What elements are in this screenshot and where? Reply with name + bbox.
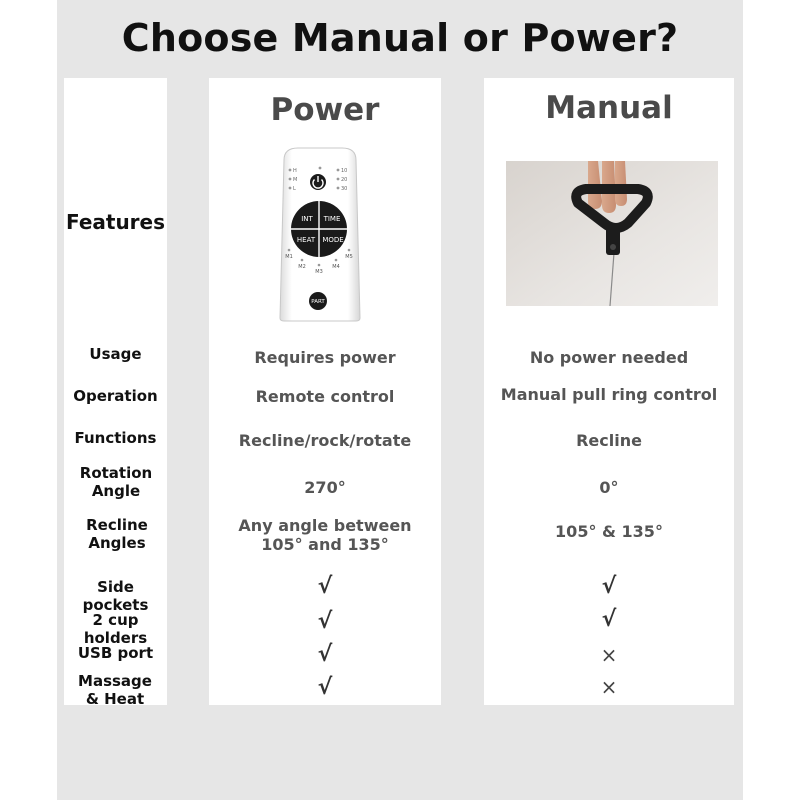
row-label-usb-port: USB port	[77, 644, 154, 662]
m1-label: M1	[285, 254, 293, 260]
power-rotation-value: 270°	[304, 478, 346, 497]
manual-side-pockets-check: √	[601, 574, 617, 599]
row-label-cup-holders: 2 cup holders	[83, 611, 148, 647]
page-title: Choose Manual or Power?	[121, 16, 679, 60]
time-button-label: TIME	[323, 215, 341, 223]
power-functions-value: Recline/rock/rotate	[238, 431, 412, 450]
m4-label: M4	[332, 264, 340, 270]
row-label-side-pockets: Side pockets	[82, 578, 149, 614]
row-label-functions: Functions	[74, 429, 157, 447]
manual-usb-cross: ×	[600, 643, 618, 667]
timer-30-label: 30	[341, 186, 348, 192]
power-cup-holders-check: √	[317, 609, 333, 634]
row-label-massage-heat: Massage & Heat	[78, 672, 152, 708]
manual-massage-cross: ×	[600, 675, 618, 699]
row-label-rotation-angle: Rotation Angle	[79, 464, 153, 500]
manual-cup-holders-check: √	[601, 607, 617, 632]
timer-20-label: 20	[341, 177, 348, 183]
level-l-label: L	[293, 186, 296, 192]
manual-operation-value: Manual pull ring control	[500, 385, 718, 404]
mode-button-label: MODE	[322, 236, 344, 244]
pull-ring-photo	[506, 161, 718, 306]
features-heading: Features	[65, 210, 166, 234]
timer-10-label: 10	[341, 168, 348, 174]
row-label-usage: Usage	[89, 345, 142, 363]
row-label-operation: Operation	[73, 387, 158, 405]
power-operation-value: Remote control	[255, 387, 395, 406]
manual-usage-value: No power needed	[529, 348, 689, 367]
level-m-label: M	[293, 177, 298, 183]
power-massage-check: √	[317, 675, 333, 700]
m3-label: M3	[315, 269, 323, 275]
manual-rotation-value: 0°	[599, 478, 619, 497]
manual-heading: Manual	[545, 90, 673, 126]
m2-label: M2	[298, 264, 306, 270]
power-recline-value: Any angle between 105° and 135°	[238, 516, 412, 554]
m5-label: M5	[345, 254, 353, 260]
power-heading: Power	[270, 92, 380, 128]
int-button-label: INT	[301, 215, 313, 223]
power-side-pockets-check: √	[317, 574, 333, 599]
row-label-recline-angles: Recline Angles	[86, 516, 148, 552]
part-button-label: PART	[311, 299, 325, 305]
power-usage-value: Requires power	[254, 348, 396, 367]
heat-button-label: HEAT	[296, 236, 316, 244]
remote-control-image	[276, 146, 364, 322]
power-usb-check: √	[317, 642, 333, 667]
power-icon	[310, 174, 326, 190]
manual-recline-value: 105° & 135°	[555, 522, 663, 541]
level-h-label: H	[293, 168, 297, 174]
manual-functions-value: Recline	[576, 431, 642, 450]
